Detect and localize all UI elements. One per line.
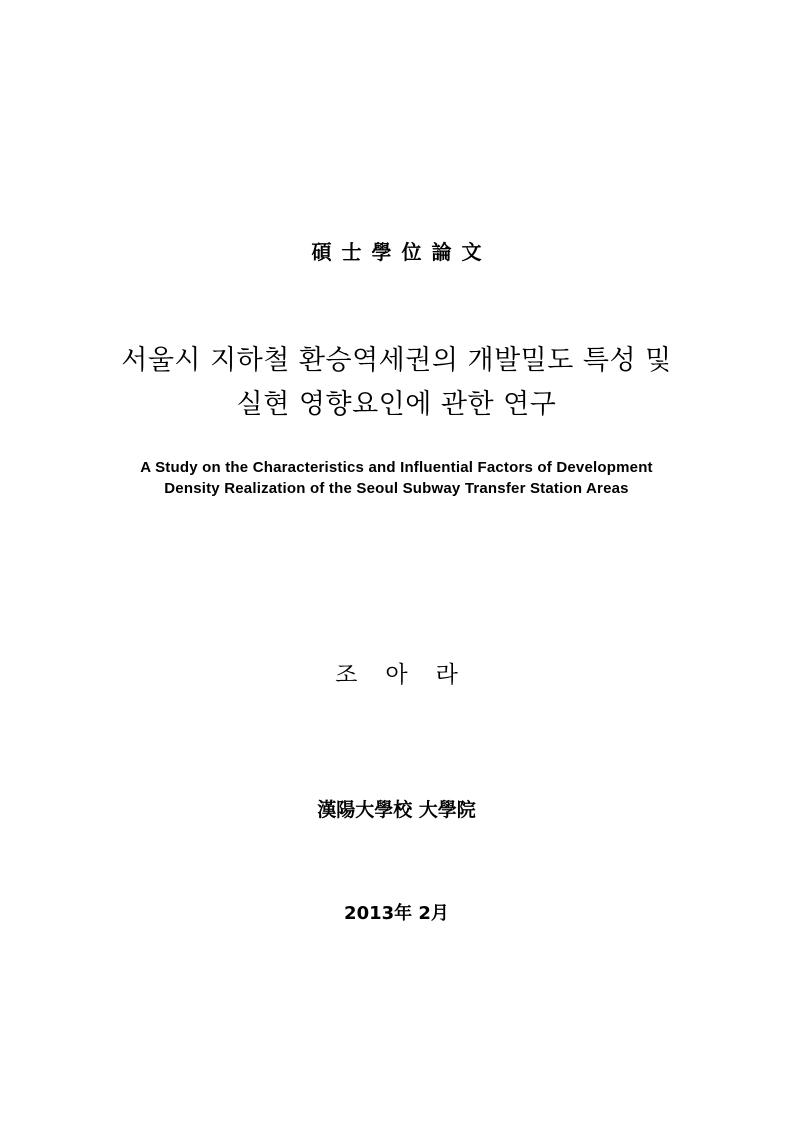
submission-date: 2013年 2月 xyxy=(344,903,449,924)
english-title-line-2: Density Realization of the Seoul Subway Transfer Station Areas xyxy=(164,480,629,497)
english-title-line-1: A Study on the Characteristics and Influential Factors of Development xyxy=(140,459,653,476)
author-name: 조아라 xyxy=(335,662,486,688)
degree-heading: 碩士學位論文 xyxy=(311,240,492,264)
korean-title-line-1: 서울시 지하철 환승역세권의 개발밀도 특성 및 xyxy=(121,345,672,376)
korean-title-line-2: 실현 영향요인에 관한 연구 xyxy=(236,389,557,420)
graduate-school-name: 漢陽大學校 大學院 xyxy=(317,799,476,821)
